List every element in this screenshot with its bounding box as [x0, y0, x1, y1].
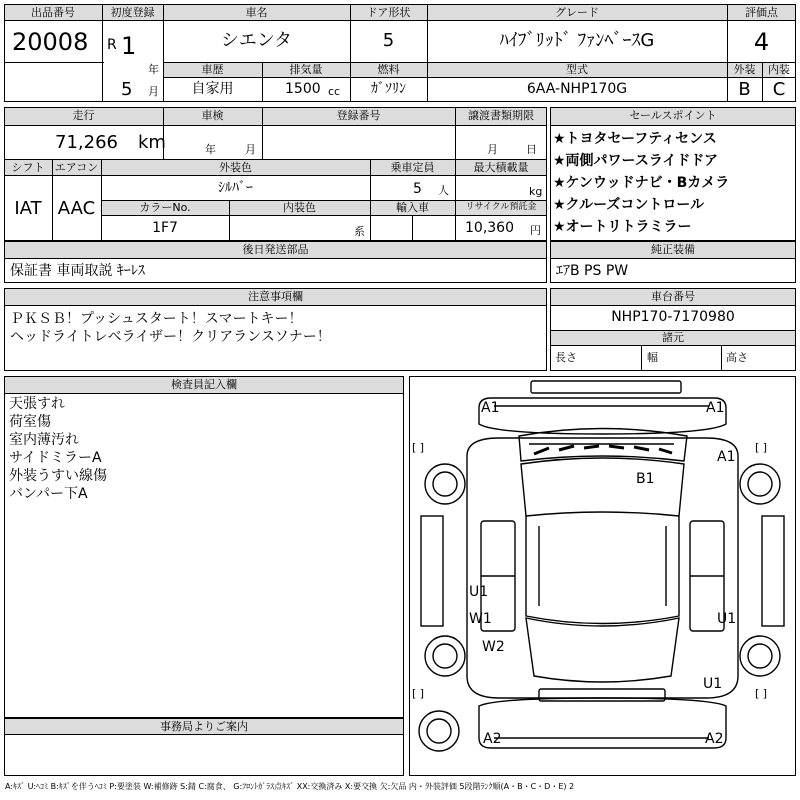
inspection-year-unit: 年	[205, 143, 216, 156]
exterior-grade: B	[738, 79, 751, 100]
max-load-unit: kg	[529, 185, 543, 198]
history-label: 車歴	[201, 63, 224, 76]
inspector-box	[4, 376, 404, 718]
inspector-label: 検査員記入欄	[171, 378, 237, 391]
interior-grade-label: 内装	[768, 63, 790, 76]
displacement-label: 排気量	[289, 63, 323, 76]
type: 6AA-NHP170G	[526, 81, 628, 97]
inspection-month-unit: 月	[245, 143, 256, 156]
month: 5	[121, 79, 133, 100]
bracket-left: [ ]	[412, 687, 425, 700]
type-label: 型式	[566, 63, 588, 76]
fuel: ｶﾞｿﾘﾝ	[371, 81, 406, 97]
ac: AAC	[57, 198, 96, 219]
fuel-label: 燃料	[377, 63, 400, 76]
month-unit: 月	[148, 85, 159, 98]
notes-label: 注意事項欄	[248, 290, 303, 303]
int-color-label: 内装色	[283, 201, 316, 214]
transfer-label: 譲渡書類期限	[468, 109, 534, 122]
inspector-line: バンパー下A	[9, 486, 88, 502]
car-diagram	[409, 376, 796, 776]
era: R	[107, 37, 117, 53]
grade-label: グレード	[555, 6, 599, 19]
interior-grade: C	[772, 79, 786, 100]
damage-mark: A2	[483, 731, 502, 747]
inspector-line: 天張すれ	[9, 396, 65, 412]
damage-mark: A1	[706, 400, 725, 416]
equipment-value: ｴｱB PS PW	[556, 263, 629, 279]
equipment-label: 純正装備	[651, 243, 695, 256]
mileage-unit: km	[138, 132, 166, 153]
inspector-line: 室内薄汚れ	[9, 432, 79, 448]
int-color-unit: 系	[354, 225, 365, 238]
score-label: 評価点	[745, 6, 778, 19]
bracket-left: [ ]	[412, 441, 425, 454]
transfer-month-unit: 月	[487, 143, 498, 156]
model-label: 車名	[245, 6, 268, 19]
capacity: 5	[413, 181, 422, 197]
recycle-label: リサイクル預託金	[465, 202, 537, 212]
damage-mark: U1	[717, 611, 737, 627]
damage-mark: A1	[717, 449, 736, 465]
model: シエンタ	[220, 30, 293, 51]
mileage: 71,266	[55, 132, 118, 153]
height-label: 高さ	[726, 351, 748, 364]
later-items-value: 保証書 車両取説 ｷｰﾚｽ	[10, 263, 145, 279]
sales-point-item: ★クルーズコントロール	[553, 197, 705, 213]
notes-line: ヘッドライトレベライザー！クリアランスソナー！	[10, 329, 331, 345]
mileage-label: 走行	[72, 109, 95, 122]
sales-points-label: セールスポイント	[629, 109, 717, 122]
bracket-right: [ ]	[755, 687, 768, 700]
inspection-label: 車検	[201, 109, 224, 122]
color-no-label: カラーNo.	[139, 201, 191, 214]
shift: IAT	[14, 198, 42, 219]
era-year: 1	[121, 32, 137, 60]
first-reg-label: 初度登録	[110, 6, 155, 19]
capacity-unit: 人	[438, 184, 449, 197]
width-label: 幅	[647, 351, 658, 364]
displacement-unit: cc	[328, 85, 341, 98]
score: 4	[753, 28, 770, 56]
legend: A:ｷｽﾞ U:ﾍｺﾐ B:ｷｽﾞを伴うﾍｺﾐ P:要塗装 W:補修跡 S:錆 C:腐食、 G:ﾌﾛﾝﾄｶﾞﾗｽ点ｷｽﾞ XX:交換済み X:要交換 欠:欠品 内・外装評価 5段階ﾗﾝｸ順(A・B・C・D・E) 2	[5, 782, 575, 791]
doors-label: ドア形状	[366, 6, 411, 19]
chassis-value: NHP170-7170980	[611, 309, 735, 325]
ac-label: エアコン	[54, 161, 99, 174]
sales-point-item: ★オートリトラミラー	[553, 219, 692, 235]
sales-point-item: ★トヨタセーフティセンス	[553, 131, 717, 147]
sales-point-item: ★ケンウッドナビ・Bカメラ	[553, 175, 730, 191]
year-unit: 年	[148, 63, 159, 76]
later-items-label: 後日発送部品	[242, 243, 309, 256]
lot-number: 20008	[12, 28, 89, 56]
recycle: 10,360	[465, 220, 514, 236]
office-label: 事務局よりご案内	[160, 720, 248, 733]
lot-number-label: 出品番号	[31, 6, 75, 19]
ext-color-label: 外装色	[219, 161, 252, 174]
inspector-line: 外装うすい線傷	[9, 468, 107, 484]
bracket-right: [ ]	[755, 441, 768, 454]
color-no: 1F7	[152, 220, 178, 236]
capacity-label: 乗車定員	[390, 161, 435, 174]
shift-label: シフト	[11, 161, 45, 174]
chassis-label: 車台番号	[651, 290, 695, 303]
reg-no-label: 登録番号	[336, 109, 381, 122]
damage-mark: W2	[482, 639, 505, 655]
displacement: 1500	[285, 81, 321, 97]
length-label: 長さ	[555, 351, 577, 364]
damage-mark: A2	[705, 731, 724, 747]
doors: 5	[382, 30, 395, 51]
damage-mark: B1	[636, 471, 655, 487]
damage-mark: U1	[469, 584, 489, 600]
grade: ﾊｲﾌﾞﾘｯﾄﾞ ﾌｧﾝﾍﾞｰｽG	[499, 30, 655, 51]
inspector-line: サイドミラーA	[9, 450, 102, 466]
max-load-label: 最大積載量	[473, 161, 529, 174]
damage-mark: W1	[469, 611, 492, 627]
damage-mark: A1	[481, 400, 500, 416]
sales-point-item: ★両側パワースライドドア	[553, 153, 719, 169]
notes-line: ＰＫＳＢ！プッシュスタート！スマートキー！	[10, 311, 303, 327]
import-label: 輸入車	[396, 201, 429, 214]
transfer-day-unit: 日	[526, 143, 537, 156]
exterior-grade-label: 外装	[733, 63, 756, 76]
recycle-unit: 円	[530, 224, 541, 237]
damage-mark: U1	[703, 676, 723, 692]
dims-label: 諸元	[662, 331, 684, 344]
history: 自家用	[191, 81, 234, 97]
inspector-line: 荷室傷	[9, 414, 51, 430]
ext-color: ｼﾙﾊﾞｰ	[218, 180, 253, 196]
